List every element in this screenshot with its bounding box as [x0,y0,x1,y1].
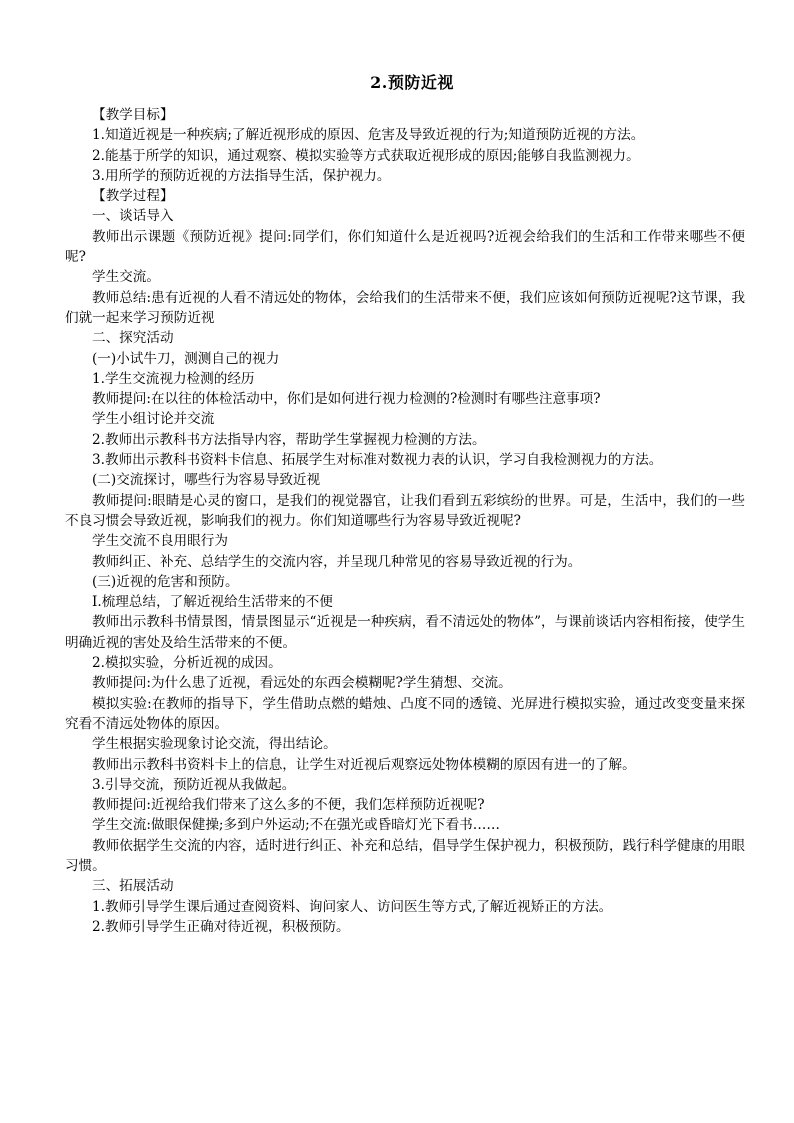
paragraph-data-card-info: 教师出示教科书资料卡上的信息，让学生对近视后观察远处物体模糊的原因有进一的了解。 [92,756,636,773]
goal-item-1: 1.知道近视是一种疾病;了解近视形成的原因、危害及导致近视的行为;知道预防近视的方法。 [92,127,645,144]
section-heading-process: 【教学过程】 [92,188,174,205]
paragraph-teacher-advocate: 教师依据学生交流的内容，适时进行纠正、补充和总结，倡导学生保护视力，积极预防，践行科学健康的用眼习惯。 [65,837,745,874]
step-2-simulation: 2.模拟实验，分析近视的成因。 [92,655,282,672]
paragraph-teacher-correct: 教师纠正、补充、总结学生的交流内容，并呈现几种常见的容易导致近视的行为。 [92,553,582,570]
step-3-data-card: 3.教师出示教科书资料卡信息、拓展学生对标准对数视力表的认识，学习自我检测视力的方法。 [92,452,663,469]
step-3-prevention: 3.引导交流，预防近视从我做起。 [92,776,296,793]
section-heading-goals: 【教学目标】 [92,107,174,123]
step-1-summary: I.梳理总结，了解近视给生活带来的不便 [92,594,333,611]
subheading-extension: 三、拓展活动 [92,878,174,895]
paragraph-teacher-question-2: 教师提问:在以往的体检活动中，你们是如何进行视力检测的?检测时有哪些注意事项? [92,391,601,408]
step-2-method-guide: 2.教师出示教科书方法指导内容，帮助学生掌握视力检测的方法。 [92,431,486,448]
paragraph-conclusion: 学生根据实验现象讨论交流，得出结论。 [92,736,337,753]
extension-item-1: 1.教师引导学生课后通过查阅资料、询问家人、访问医生等方式,了解近视矫正的方法。 [92,898,613,915]
step-1-vision-experience: 1.学生交流视力检测的经历 [92,370,255,387]
goal-item-3: 3.用所学的预防近视的方法指导生活，保护视力。 [92,167,391,184]
paragraph-simulation-experiment: 模拟实验:在教师的指导下，学生借助点燃的蜡烛、凸度不同的透镜、光屏进行模拟实验，通过改变变量来探究看不清远处物体的原因。 [65,695,745,732]
paragraph-teacher-question-4: 教师提问:为什么患了近视，看远处的东西会模糊呢?学生猜想、交流。 [92,675,512,692]
paragraph-teacher-question: 教师出示课题《预防近视》提问:同学们，你们知道什么是近视吗?近视会给我们的生活和工作带来哪些不便呢? [65,228,745,266]
paragraph-student-exchange: 学生交流。 [92,269,160,286]
paragraph-scene-image: 教师出示教科书情景图，情景图显示“近视是一种疾病，看不清远处的物体”，与课前谈话内容相衔接，使学生明确近视的害处及给生活带来的不便。 [65,614,745,651]
paragraph-teacher-question-3: 教师提问:眼睛是心灵的窗口，是我们的视觉器官，让我们看到五彩缤纷的世界。可是，生活中，我们的一些不良习惯会导致近视，影响我们的视力。你们知道哪些行为容易导致近视呢? [65,492,745,529]
subheading-behaviors: (二)交流探讨，哪些行为容易导致近视 [92,472,321,489]
subheading-vision-test: (一)小试牛刀，测测自己的视力 [92,350,280,367]
subheading-harm-prevention: (三)近视的危害和预防。 [92,573,239,590]
paragraph-teacher-summary: 教师总结:患有近视的人看不清远处的物体，会给我们的生活带来不便，我们应该如何预防近视呢?这节课，我们就一起来学习预防近视 [65,289,745,326]
goal-item-2: 2.能基于所学的知识，通过观察、模拟实验等方式获取近视形成的原因;能够自我监测视力。 [92,147,640,164]
paragraph-group-discussion: 学生小组讨论并交流 [92,411,215,428]
subheading-explore: 二、探究活动 [92,330,174,347]
document-body [65,105,745,937]
paragraph-bad-habits: 学生交流不良用眼行为 [92,533,228,550]
extension-item-2: 2.教师引导学生正确对待近视，积极预防。 [92,918,350,935]
subheading-intro: 一、谈话导入 [92,208,174,225]
document-title: 2.预防近视 [370,73,454,92]
paragraph-student-answers: 学生交流:做眼保健操;多到户外运动;不在强光或昏暗灯光下看书…… [92,817,500,834]
paragraph-teacher-question-5: 教师提问:近视给我们带来了这么多的不便，我们怎样预防近视呢? [92,797,485,814]
